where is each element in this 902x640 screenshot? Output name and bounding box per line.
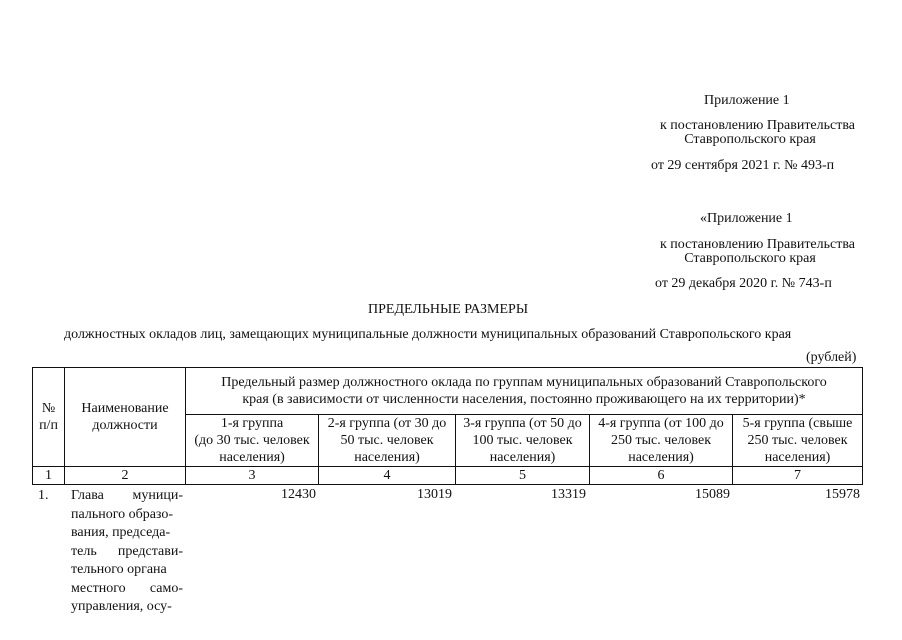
header-group-2 <box>319 415 456 467</box>
group-3-line1: 3-я группа (от 50 до <box>463 416 582 431</box>
group-2-line1: 2-я группа (от 30 до <box>327 416 447 431</box>
document-title: ПРЕДЕЛЬНЫЕ РАЗМЕРЫ <box>368 302 529 317</box>
header-group-4 <box>590 415 733 467</box>
position-name-line6: местного само- <box>71 580 183 596</box>
group-3-line2: 100 тыс. человек <box>472 433 573 448</box>
group-5-line2: 250 тыс. человек <box>747 433 848 448</box>
position-name-line2: пального образо- <box>71 506 174 522</box>
position-name-line3: вания, председа- <box>71 525 171 540</box>
row-number: 1. <box>38 488 49 503</box>
header-group-line2: края (в зависимости от численности населения, постоянно проживающего на их территории)* <box>242 392 806 407</box>
value-group-5: 15978 <box>825 487 860 502</box>
header-group-span <box>186 368 863 415</box>
header-name-line1: Наименование <box>81 401 169 416</box>
group-5-line1: 5-я группа (свыше <box>742 416 853 431</box>
header-num-line2: п/п <box>39 418 58 433</box>
prior-appendix-title: «Приложение 1 <box>700 211 793 226</box>
header-name-line2: должности <box>92 418 158 433</box>
col-number-3: 3 <box>186 467 319 485</box>
salary-table <box>32 367 863 485</box>
header-num-line1: № <box>41 401 56 416</box>
group-1-line1: 1-я группа <box>220 416 284 431</box>
header-num <box>33 368 65 467</box>
position-name-line7: управления, осу- <box>71 599 172 614</box>
col-number-7: 7 <box>733 467 863 485</box>
appendix-ref-line2: Ставропольского края <box>684 132 816 147</box>
group-4-line1: 4-я группа (от 100 до <box>598 416 724 431</box>
group-1-line3: населения) <box>219 450 285 465</box>
group-2-line2: 50 тыс. человек <box>340 433 434 448</box>
appendix-date: от 29 сентября 2021 г. № 493-п <box>651 158 835 173</box>
position-name-line4: тель представи- <box>71 543 183 559</box>
group-4-line3: населения) <box>628 450 694 465</box>
appendix-ref-line1: к постановлению Правительства <box>659 118 855 133</box>
appendix-title: Приложение 1 <box>704 93 790 108</box>
header-group-3 <box>456 415 590 467</box>
prior-appendix-date: от 29 декабря 2020 г. № 743-п <box>655 276 832 291</box>
header-group-5 <box>733 415 863 467</box>
prior-appendix-ref-line1: к постановлению Правительства <box>659 237 855 252</box>
group-3-line3: населения) <box>489 450 556 465</box>
col-number-1: 1 <box>33 467 65 485</box>
group-4-line2: 250 тыс. человек <box>610 433 712 448</box>
col-number-6: 6 <box>590 467 733 485</box>
value-group-2: 13019 <box>417 487 452 502</box>
position-name <box>71 487 183 617</box>
document-subtitle: должностных окладов лиц, замещающих муниципальные должности муниципальных образований Ставропольского края <box>64 327 792 342</box>
group-1-line2: (до 30 тыс. человек <box>194 433 310 448</box>
col-number-4: 4 <box>319 467 456 485</box>
value-group-1: 12430 <box>281 487 316 502</box>
header-name <box>65 368 186 467</box>
group-5-line3: населения) <box>764 450 831 465</box>
position-name-line1: Глава муници- <box>71 488 183 503</box>
position-name-line5: тельного органа <box>71 562 167 577</box>
header-group-1 <box>186 415 319 467</box>
unit-label: (рублей) <box>806 350 857 365</box>
col-number-5: 5 <box>456 467 590 485</box>
col-number-2: 2 <box>65 467 186 485</box>
value-group-3: 13319 <box>551 487 586 502</box>
group-2-line3: населения) <box>354 450 420 465</box>
prior-appendix-ref-line2: Ставропольского края <box>684 251 816 266</box>
header-group-line1: Предельный размер должностного оклада по группам муниципальных образований Ставропольского <box>221 375 827 390</box>
value-group-4: 15089 <box>695 487 730 502</box>
